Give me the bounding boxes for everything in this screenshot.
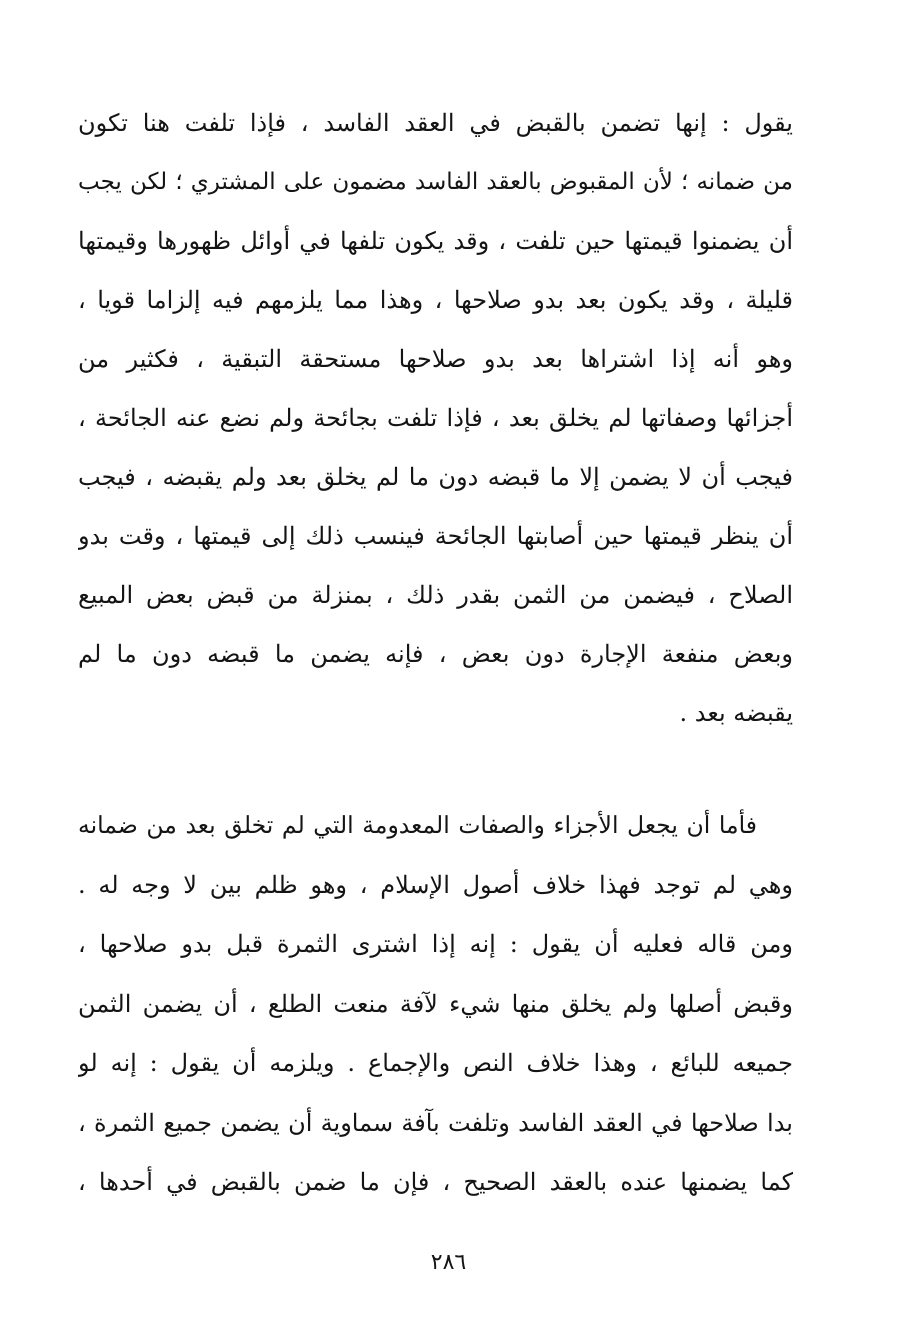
text-line: فأما أن يجعل الأجزاء والصفات المعدومة التي لم تخلق بعد من ضمانه (78, 811, 757, 839)
text-line: فيجب أن لا يضمن إلا ما قبضه دون ما لم يخلق بعد ولم يقبضه ، فيجب (78, 463, 793, 491)
text-line: أن يضمنوا قيمتها حين تلفت ، وقد يكون تلفها في أوائل ظهورها وقيمتها (78, 227, 793, 255)
text-line: قليلة ، وقد يكون بعد بدو صلاحها ، وهذا مما يلزمهم فيه إلزاما قويا ، (78, 286, 793, 314)
text-line: أن ينظر قيمتها حين أصابتها الجائحة فينسب ذلك إلى قيمتها ، وقت بدو (78, 522, 793, 550)
text-line: وهي لم توجد فهذا خلاف أصول الإسلام ، وهو ظلم بين لا وجه له . (78, 870, 793, 899)
text-line: كما يضمنها عنده بالعقد الصحيح ، فإن ما ضمن بالقبض في أحدها ، (78, 1168, 793, 1196)
text-line: أجزائها وصفاتها لم يخلق بعد ، فإذا تلفت بجائحة ولم نضع عنه الجائحة ، (78, 404, 793, 432)
text-line: جميعه للبائع ، وهذا خلاف النص والإجماع . ويلزمه أن يقول : إنه لو (78, 1049, 793, 1077)
text-line: الصلاح ، فيضمن من الثمن بقدر ذلك ، بمنزلة من قبض بعض المبيع (78, 581, 793, 609)
text-line: بدا صلاحها في العقد الفاسد وتلفت بآفة سماوية أن يضمن جميع الثمرة ، (78, 1108, 793, 1137)
text-line: يقول : إنها تضمن بالقبض في العقد الفاسد ، فإذا تلفت هنا تكون (78, 109, 793, 137)
paragraph-1 (78, 94, 793, 743)
text-line: وبعض منفعة الإجارة دون بعض ، فإنه يضمن ما قبضه دون ما لم (78, 640, 793, 668)
paragraph-2 (78, 796, 793, 1213)
text-line: وهو أنه إذا اشتراها بعد بدو صلاحها مستحقة التبقية ، فكثير من (78, 345, 793, 373)
text-line: يقبضه بعد . (679, 699, 793, 727)
text-line: ومن قاله فعليه أن يقول : إنه إذا اشترى الثمرة قبل بدو صلاحها ، (78, 930, 793, 958)
text-line: وقبض أصلها ولم يخلق منها شيء لآفة منعت الطلع ، أن يضمن الثمن (78, 989, 793, 1018)
text-line: من ضمانه ؛ لأن المقبوض بالعقد الفاسد مضمون على المشتري ؛ لكن يجب (78, 169, 793, 195)
page-number: ٢٨٦ (430, 1250, 467, 1275)
